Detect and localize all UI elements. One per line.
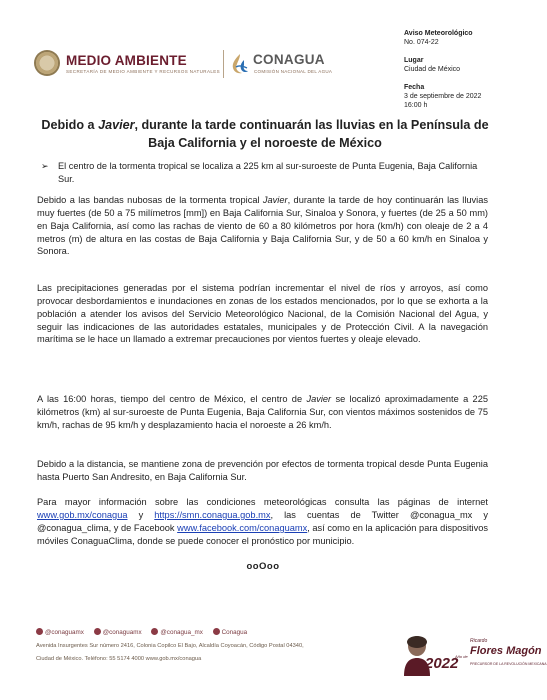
brand-medio-ambiente: MEDIO AMBIENTE [66,53,187,68]
instagram-icon [151,628,158,635]
twitter-icon [94,628,101,635]
notice-title: Debido a Javier, durante la tarde continuarán las lluvias en la Península de Baja California y el noroeste de México [41,118,489,150]
lugar-value: Ciudad de México [404,66,461,73]
end-ornament: ooOoo [246,561,280,572]
social-twitter[interactable]: @conaguamx [94,629,142,636]
ano-de-label: Año de [455,654,468,659]
logo-divider [223,50,224,78]
government-seal-icon [34,50,60,76]
social-youtube[interactable]: Conagua [213,629,248,636]
arrow-bullet-icon: ➢ [41,161,49,171]
footer-social [36,628,255,636]
brand-medio-ambiente-subtitle: SECRETARÍA DE MEDIO AMBIENTE Y RECURSOS NATURALES [66,69,221,74]
link-smn-conagua[interactable]: https://smn.conagua.gob.mx [154,509,271,520]
storm-name: Javier [98,118,135,132]
link-gob-conagua[interactable]: www.gob.mx/conagua [37,509,128,520]
footer-address-line-2: Ciudad de México. Teléfono: 55 5174 4000 www.gob.mx/conagua [36,656,202,662]
aviso-label: Aviso Meteorológico [404,30,473,37]
brand-conagua: CONAGUA [253,52,325,67]
hora-value: 16:00 h [404,102,428,109]
conagua-wave-icon [230,52,250,76]
notice-meta [404,29,519,110]
youtube-icon [213,628,220,635]
paragraph-3: A las 16:00 horas, tiempo del centro de México, el centro de Javier se localizó aproximadamente a 225 kilómetros (km) al sur-suroeste de Punta Eugenia, Baja California Sur, con vientos máximos sostenidos de 75 km/h, rachas de 95 km/h y desplazamiento hacia el noroeste a 26 km/h. [37,394,488,430]
bullet-text: El centro de la tormenta tropical se localiza a 225 km al sur-suroeste de Punta Eugenia, Baja California Sur. [58,161,478,184]
social-facebook[interactable]: @conaguamx [36,629,84,636]
facebook-icon [36,628,43,635]
footer-address-line-1: Avenida Insurgentes Sur número 2416, Colonia Copilco El Bajo, Alcaldía Coyoacán, Código Postal 04340, [36,643,304,649]
fecha-label: Fecha [404,84,425,91]
paragraph-1: Debido a las bandas nubosas de la tormenta tropical Javier, durante la tarde de hoy continuarán las lluvias muy fuertes (de 50 a 75 milímetros [mm]) en Baja California Sur, Sinaloa y Sonora, y fuertes (de 25 a 50 mm) en Baja California, así como las rachas de viento de 60 a 80 kilómetros por hora (km/h) con oleaje de 2 a 4 metros (m) de altura en las costas de Baja California y Baja California Sur, y de 50 a 60 km/h en Sinaloa y Sonora. [37,195,488,257]
aviso-number: No. 074-22 [404,39,439,46]
paragraph-4: Debido a la distancia, se mantiene zona de prevención por efectos de tormenta tropical desde Punta Eugenia hasta Puerto San Andresito, en Baja California Sur. [37,459,488,482]
paragraph-2: Las precipitaciones generadas por el sistema podrían incrementar el nivel de ríos y arroyos, así como provocar desbordamientos e inundaciones en zonas de los estados mencionados, por lo que se exhorta a la población a atender los avisos del Servicio Meteorológico Nacional, de la Comisión Nacional del Agua, y seguir las indicaciones de las autoridades estatales, municipales y de Protección Civil. A la navegación marítima se le hace un llamado a extremar precauciones por vientos fuertes y oleaje elevado. [37,283,488,345]
brand-conagua-subtitle: COMISIÓN NACIONAL DEL AGUA [254,69,333,74]
year-2022: 2022 [425,655,459,672]
summary-bullet [41,160,488,186]
flores-magon-label: Flores Magón [470,645,542,657]
fecha-value: 3 de septiembre de 2022 [404,93,482,100]
precursor-tagline: PRECURSOR DE LA REVOLUCIÓN MEXICANA [470,662,547,666]
social-instagram[interactable]: @conagua_mx [151,629,202,636]
lugar-label: Lugar [404,57,424,64]
header-logos [34,48,354,82]
link-facebook-conagua[interactable]: www.facebook.com/conaguamx [177,522,308,533]
paragraph-5: Para mayor información sobre las condiciones meteorológicas consulta las páginas de internet www.gob.mx/conagua y https://smn.conagua.gob.mx, las cuentas de Twitter @conagua_mx y @conagua_clima, y de Facebook www.facebook.com/conaguamx, así como en la aplicación para dispositivos móviles ConaguaClima, donde se puede conocer el pronóstico por municipio. [37,497,488,546]
ricardo-label: Ricardo [470,638,488,644]
